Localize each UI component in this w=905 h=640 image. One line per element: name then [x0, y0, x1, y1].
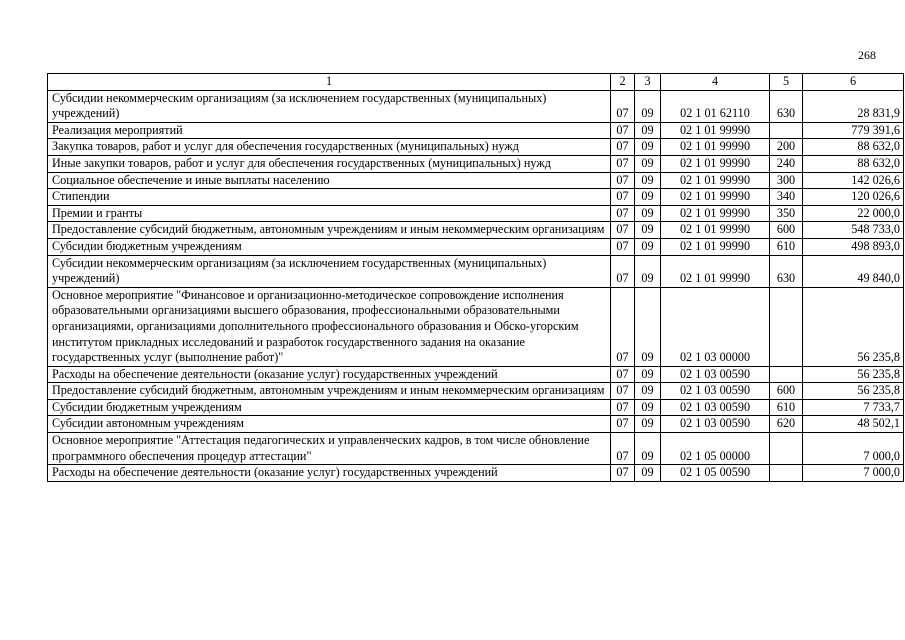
cell-amount: 548 733,0 [803, 222, 904, 239]
cell-target-article: 02 1 03 00000 [661, 287, 770, 366]
cell-amount: 56 235,8 [803, 287, 904, 366]
cell-target-article: 02 1 01 99990 [661, 255, 770, 287]
cell-target-article: 02 1 03 00590 [661, 366, 770, 383]
cell-target-article: 02 1 05 00590 [661, 465, 770, 482]
cell-amount: 779 391,6 [803, 122, 904, 139]
cell-expense-type: 600 [770, 222, 803, 239]
cell-target-article: 02 1 03 00590 [661, 383, 770, 400]
table-row [48, 222, 904, 239]
header-cell-name: 1 [48, 74, 611, 91]
cell-expense-type: 630 [770, 255, 803, 287]
cell-subsection: 09 [635, 205, 661, 222]
cell-section: 07 [611, 366, 635, 383]
cell-subsection: 09 [635, 122, 661, 139]
cell-name: Премии и гранты [48, 205, 611, 222]
cell-expense-type: 200 [770, 139, 803, 156]
table-row [48, 172, 904, 189]
cell-subsection: 09 [635, 172, 661, 189]
cell-subsection: 09 [635, 399, 661, 416]
cell-amount: 28 831,9 [803, 90, 904, 122]
cell-amount: 142 026,6 [803, 172, 904, 189]
table-row [48, 416, 904, 433]
cell-section: 07 [611, 189, 635, 206]
cell-name: Субсидии бюджетным учреждениям [48, 399, 611, 416]
cell-name: Субсидии бюджетным учреждениям [48, 238, 611, 255]
header-cell-expense-type: 5 [770, 74, 803, 91]
cell-subsection: 09 [635, 287, 661, 366]
cell-subsection: 09 [635, 238, 661, 255]
cell-expense-type: 610 [770, 238, 803, 255]
cell-section: 07 [611, 399, 635, 416]
table-row [48, 189, 904, 206]
cell-name: Реализация мероприятий [48, 122, 611, 139]
cell-name: Закупка товаров, работ и услуг для обеспечения государственных (муниципальных) нужд [48, 139, 611, 156]
cell-subsection: 09 [635, 255, 661, 287]
cell-section: 07 [611, 172, 635, 189]
table-row [48, 465, 904, 482]
header-cell-section: 2 [611, 74, 635, 91]
cell-name: Основное мероприятие "Финансовое и организационно-методическое сопровождение исполнения образовательными организациями высшего образования, профессиональными образовательными организациями, организациями дополнительного профессионального образования и Обско-угорским институтом прикладных исследований и разработок государственного задания на оказание государственных услуг (выполнение работ)" [48, 287, 611, 366]
cell-subsection: 09 [635, 139, 661, 156]
table-row [48, 122, 904, 139]
cell-subsection: 09 [635, 222, 661, 239]
table-row [48, 90, 904, 122]
cell-target-article: 02 1 01 99990 [661, 238, 770, 255]
cell-subsection: 09 [635, 90, 661, 122]
cell-subsection: 09 [635, 465, 661, 482]
cell-amount: 120 026,6 [803, 189, 904, 206]
table-row [48, 139, 904, 156]
table-row [48, 287, 904, 366]
cell-target-article: 02 1 01 62110 [661, 90, 770, 122]
cell-subsection: 09 [635, 366, 661, 383]
cell-name: Субсидии автономным учреждениям [48, 416, 611, 433]
table-row [48, 433, 904, 465]
cell-amount: 88 632,0 [803, 155, 904, 172]
cell-subsection: 09 [635, 189, 661, 206]
cell-target-article: 02 1 01 99990 [661, 222, 770, 239]
cell-target-article: 02 1 03 00590 [661, 416, 770, 433]
cell-name: Предоставление субсидий бюджетным, автономным учреждениям и иным некоммерческим организациям [48, 383, 611, 400]
cell-expense-type: 630 [770, 90, 803, 122]
cell-subsection: 09 [635, 416, 661, 433]
cell-section: 07 [611, 465, 635, 482]
cell-name: Стипендии [48, 189, 611, 206]
cell-target-article: 02 1 01 99990 [661, 189, 770, 206]
cell-amount: 7 000,0 [803, 465, 904, 482]
cell-amount: 7 000,0 [803, 433, 904, 465]
cell-amount: 56 235,8 [803, 383, 904, 400]
cell-expense-type: 620 [770, 416, 803, 433]
cell-name: Расходы на обеспечение деятельности (оказание услуг) государственных учреждений [48, 366, 611, 383]
cell-expense-type: 350 [770, 205, 803, 222]
cell-target-article: 02 1 05 00000 [661, 433, 770, 465]
cell-section: 07 [611, 383, 635, 400]
cell-section: 07 [611, 416, 635, 433]
budget-table-body [48, 74, 904, 482]
cell-expense-type [770, 287, 803, 366]
cell-name: Основное мероприятие "Аттестация педагогических и управленческих кадров, в том числе обновление программного обеспечения процедур аттестации" [48, 433, 611, 465]
cell-name: Иные закупки товаров, работ и услуг для обеспечения государственных (муниципальных) нужд [48, 155, 611, 172]
cell-section: 07 [611, 222, 635, 239]
cell-expense-type: 600 [770, 383, 803, 400]
cell-expense-type [770, 433, 803, 465]
cell-amount: 49 840,0 [803, 255, 904, 287]
cell-target-article: 02 1 03 00590 [661, 399, 770, 416]
cell-expense-type: 610 [770, 399, 803, 416]
table-row [48, 255, 904, 287]
cell-expense-type [770, 465, 803, 482]
table-row [48, 383, 904, 400]
cell-target-article: 02 1 01 99990 [661, 205, 770, 222]
cell-name: Предоставление субсидий бюджетным, автономным учреждениям и иным некоммерческим организациям [48, 222, 611, 239]
header-cell-target-article: 4 [661, 74, 770, 91]
cell-section: 07 [611, 205, 635, 222]
cell-amount: 7 733,7 [803, 399, 904, 416]
header-cell-amount: 6 [803, 74, 904, 91]
cell-name: Расходы на обеспечение деятельности (оказание услуг) государственных учреждений [48, 465, 611, 482]
cell-amount: 56 235,8 [803, 366, 904, 383]
page-number: 268 [858, 48, 876, 62]
cell-name: Социальное обеспечение и иные выплаты населению [48, 172, 611, 189]
cell-name: Субсидии некоммерческим организациям (за исключением государственных (муниципальных) учреждений) [48, 255, 611, 287]
cell-expense-type: 300 [770, 172, 803, 189]
cell-amount: 88 632,0 [803, 139, 904, 156]
cell-section: 07 [611, 433, 635, 465]
cell-section: 07 [611, 255, 635, 287]
cell-section: 07 [611, 122, 635, 139]
cell-expense-type: 240 [770, 155, 803, 172]
cell-subsection: 09 [635, 383, 661, 400]
table-row [48, 155, 904, 172]
cell-subsection: 09 [635, 433, 661, 465]
cell-target-article: 02 1 01 99990 [661, 155, 770, 172]
cell-section: 07 [611, 238, 635, 255]
cell-target-article: 02 1 01 99990 [661, 139, 770, 156]
cell-section: 07 [611, 90, 635, 122]
cell-subsection: 09 [635, 155, 661, 172]
table-row [48, 205, 904, 222]
table-row [48, 238, 904, 255]
cell-expense-type: 340 [770, 189, 803, 206]
table-header-row [48, 74, 904, 91]
cell-expense-type [770, 122, 803, 139]
cell-expense-type [770, 366, 803, 383]
cell-amount: 498 893,0 [803, 238, 904, 255]
cell-target-article: 02 1 01 99990 [661, 172, 770, 189]
cell-section: 07 [611, 287, 635, 366]
cell-section: 07 [611, 139, 635, 156]
cell-section: 07 [611, 155, 635, 172]
cell-target-article: 02 1 01 99990 [661, 122, 770, 139]
header-cell-subsection: 3 [635, 74, 661, 91]
table-row [48, 366, 904, 383]
cell-amount: 48 502,1 [803, 416, 904, 433]
budget-table [47, 73, 904, 482]
cell-amount: 22 000,0 [803, 205, 904, 222]
cell-name: Субсидии некоммерческим организациям (за исключением государственных (муниципальных) учреждений) [48, 90, 611, 122]
table-row [48, 399, 904, 416]
